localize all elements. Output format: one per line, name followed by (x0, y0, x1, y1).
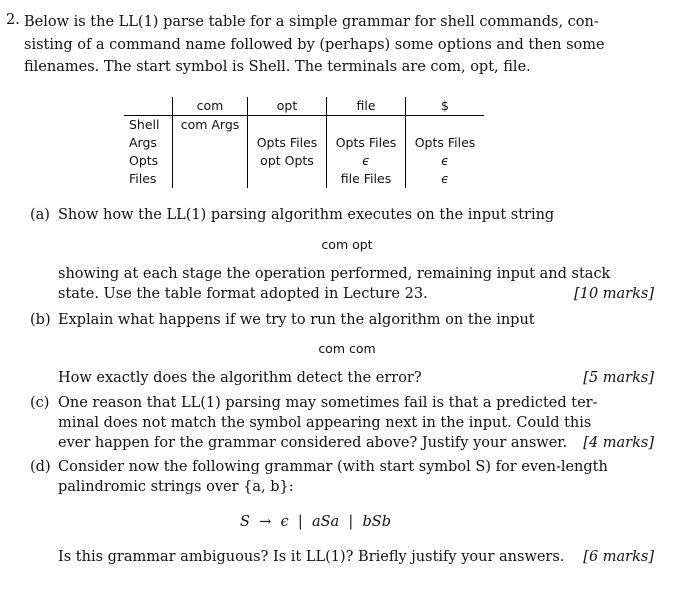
table-cell: ϵ (441, 153, 449, 168)
column-header: file (327, 97, 406, 116)
part-c-line-2: minal does not match the symbol appearing next in the input. Could this (58, 415, 592, 431)
table-cell: file Files (327, 170, 406, 188)
part-a-label: (a) (30, 207, 50, 223)
part-b-line-2: How exactly does the algorithm detect the error? (58, 370, 422, 386)
part-d-marks: [6 marks] (583, 549, 654, 565)
table-cell: opt Opts (248, 152, 327, 170)
part-b-label: (b) (30, 312, 51, 328)
row-header: Opts (124, 152, 173, 170)
table-row (124, 116, 484, 135)
part-c-marks: [4 marks] (583, 435, 654, 451)
intro-line-3: filenames. The start symbol is Shell. The terminals are com, opt, file. (24, 59, 531, 75)
table-cell: Opts Files (248, 134, 327, 152)
part-a-line-2: showing at each stage the operation performed, remaining input and stack (58, 266, 611, 282)
table-cell (248, 116, 327, 135)
column-header: com (173, 97, 248, 116)
table-cell (248, 170, 327, 188)
table-cell: Opts Files (327, 134, 406, 152)
table-cell (327, 116, 406, 135)
part-c-label: (c) (30, 395, 50, 411)
part-c-line-1: One reason that LL(1) parsing may sometimes fail is that a predicted ter- (58, 395, 598, 411)
part-d-grammar: S → ϵ | aSa | bSb (240, 514, 392, 530)
column-header: $ (406, 97, 485, 116)
part-a-marks: [10 marks] (574, 286, 654, 302)
part-d-line-2: palindromic strings over {a, b}: (58, 479, 294, 495)
row-header: Shell (124, 116, 173, 135)
parse-table (124, 97, 484, 188)
part-a-input: com opt (321, 237, 373, 252)
table-header-row (124, 97, 484, 116)
table-cell: ϵ (327, 152, 406, 170)
part-a-line-3: state. Use the table format adopted in Lecture 23. (58, 286, 428, 302)
table-cell (173, 170, 248, 188)
table-corner (124, 97, 173, 116)
question-number: 2. (6, 12, 20, 28)
table-row (124, 134, 484, 152)
part-b-input: com com (318, 341, 376, 356)
table-cell: ϵ (441, 171, 449, 186)
table-cell (406, 116, 485, 135)
column-header: opt (248, 97, 327, 116)
part-d-label: (d) (30, 459, 51, 475)
part-b-line-1: Explain what happens if we try to run the algorithm on the input (58, 312, 535, 328)
row-header: Files (124, 170, 173, 188)
table-row (124, 170, 484, 188)
row-header: Args (124, 134, 173, 152)
table-cell (173, 134, 248, 152)
part-c-line-3: ever happen for the grammar considered above? Justify your answer. (58, 435, 568, 451)
part-d-line-3: Is this grammar ambiguous? Is it LL(1)? Briefly justify your answers. (58, 549, 565, 565)
part-d-line-1: Consider now the following grammar (with start symbol S) for even-length (58, 459, 608, 475)
table-row (124, 152, 484, 170)
table-cell (173, 152, 248, 170)
table-cell: Opts Files (414, 135, 476, 150)
intro-line-1: Below is the LL(1) parse table for a simple grammar for shell commands, con- (24, 14, 599, 30)
table-cell: com Args (173, 116, 248, 135)
intro-line-2: sisting of a command name followed by (perhaps) some options and then some (24, 37, 605, 53)
part-a-line-1: Show how the LL(1) parsing algorithm executes on the input string (58, 207, 555, 223)
part-b-marks: [5 marks] (583, 370, 654, 386)
